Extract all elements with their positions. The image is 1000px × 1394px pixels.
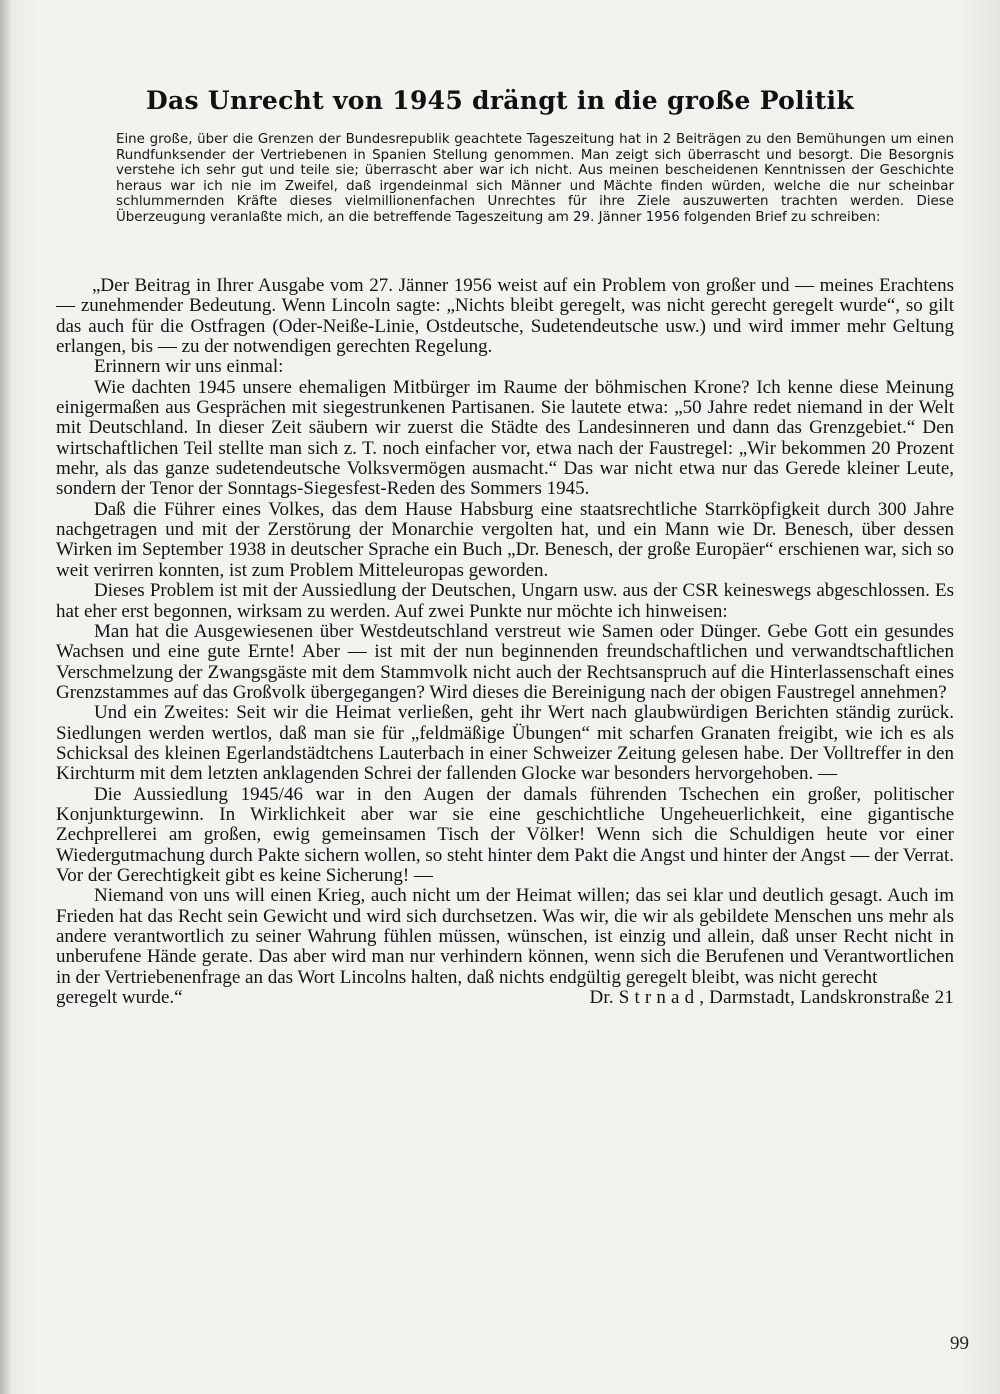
letter-body	[56, 276, 954, 1008]
letter-paragraph: Niemand von uns will einen Krieg, auch nicht um der Heimat willen; das sei klar und deutlich gesagt. Auch im Frieden hat das Recht sein Gewicht und wird sich durchsetzen. Was wir, die wir als gebildete Menschen uns mehr als andere verantwortlich zu seiner Wahrung fühlen müssen, wünschen, ist einzig und allein, daß unser Recht nicht in unberufene Hände gerate. Das aber wird man nur verhindern können, wenn sich die Berufenen und Verantwortlichen in der Vertriebenenfrage an das Wort Lincolns halten, daß nichts endgültig geregelt bleibt, was nicht gerecht	[56, 885, 954, 988]
letter-paragraph: Die Aussiedlung 1945/46 war in den Augen der damals führenden Tschechen ein großer, politischer Konjunkturgewinn. In Wirklichkeit aber war sie eine geschichtliche Ungeheuerlichkeit, eine gigantische Zechprellerei am großen, ewig gemeinsamen Tisch der Völker! Wenn sich die Schuldigen heute vor einer Wiedergutmachung durch Pakte sichern wollen, so steht hinter dem Pakt die Angst und hinter der Angst — der Verrat. Vor der Gerechtigkeit gibt es keine Sicherung! —	[56, 783, 954, 886]
author-signature: Dr. S t r n a d , Darmstadt, Landskronstraße 21	[589, 987, 954, 1009]
article-title: Das Unrecht von 1945 drängt in die große Politik	[146, 86, 854, 115]
closing-text: geregelt wurde.“	[56, 987, 183, 1009]
page-number: 99	[950, 1333, 969, 1354]
letter-paragraph: Und ein Zweites: Seit wir die Heimat verließen, geht ihr Wert nach glaubwürdigen Berichten ständig zurück. Siedlungen werden wertlos, daß man sie für „feldmäßige Übungen“ mit scharfen Granaten freigibt, wie ich es als Schicksal des kleinen Egerlandstädtchens Lauterbach in einer Schweizer Zeitung gelesen habe. Der Volltreffer in den Kirchturm mit dem letzten anklagenden Schrei der fallenden Glocke war besonders hervorgehoben. —	[56, 702, 954, 785]
letter-paragraph: „Der Beitrag in Ihrer Ausgabe vom 27. Jänner 1956 weist auf ein Problem von großer und — meines Erachtens — zunehmender Bedeutung. Wenn Lincoln sagte: „Nichts bleibt geregelt, was nicht gerecht geregelt wurde“, so gilt das auch für die Ostfragen (Oder-Neiße-Linie, Ostdeutsche, Sudetendeutsche usw.) und wird immer mehr Geltung erlangen, bis — zu der notwendigen gerechten Regelung.	[56, 275, 954, 358]
page-spine-shadow	[0, 0, 10, 1394]
intro-paragraph: Eine große, über die Grenzen der Bundesrepublik geachtete Tageszeitung hat in 2 Beiträgen zu den Bemühungen um einen Rundfunksender der Vertriebenen in Spanien Stellung genommen. Man zeigt sich überrascht und besorgt. Die Besorgnis verstehe ich sehr gut und teile sie; überrascht aber war ich nicht. Aus meinen bescheidenen Kenntnissen der Geschichte heraus war ich nie im Zweifel, daß irgendeinmal sich Männer und Mächte finden würden, welche die nur scheinbar schlummernden Kräfte dieses vielmillionenfachen Unrechtes für ihre Ziele auszuwerten trachten werden. Diese Überzeugung veranlaßte mich, an die betreffende Tageszeitung am 29. Jänner 1956 folgenden Brief zu schreiben:	[116, 132, 954, 225]
letter-paragraph: Daß die Führer eines Volkes, das dem Hause Habsburg eine staatsrechtliche Starrköpfigkeit durch 300 Jahre nachgetragen und mit der Zerstörung der Monarchie vergolten hat, und ein Mann wie Dr. Benesch, über dessen Wirken im September 1938 in deutscher Sprache ein Buch „Dr. Benesch, der große Europäer“ erschienen war, sich so weit verirren konnten, ist zum Problem Mitteleuropas geworden.	[56, 498, 954, 581]
letter-paragraph: Dieses Problem ist mit der Aussiedlung der Deutschen, Ungarn usw. aus der CSR keineswegs abgeschlossen. Es hat eher erst begonnen, wirksam zu werden. Auf zwei Punkte nur möchte ich hinweisen:	[56, 580, 954, 622]
letter-paragraph: Erinnern wir uns einmal:	[94, 356, 284, 378]
article-intro	[116, 132, 954, 225]
letter-paragraph: Man hat die Ausgewiesenen über Westdeutschland verstreut wie Samen oder Dünger. Gebe Gott ein gesundes Wachsen und eine gute Ernte! Aber — ist mit der nun beginnenden freundschaftlichen und verwandtschaftlichen Verschmelzung der Zwangsgäste mit dem Stammvolk nicht auch der Rechtsanspruch auf die Hinterlassenschaft eines Grenzstammes auf das Großvolk übergegangen? Wird dieses die Bereinigung nach der obigen Faustregel annehmen?	[56, 620, 954, 703]
letter-paragraph: Wie dachten 1945 unsere ehemaligen Mitbürger im Raume der böhmischen Krone? Ich kenne diese Meinung einigermaßen aus Gesprächen mit siegestrunkenen Partisanen. Sie lautete etwa: „50 Jahre redet niemand in der Welt mit Deutschland. In dieser Zeit säubern wir zuerst die Städte des Landesinneren und dann das Grenzgebiet.“ Den wirtschaftlichen Teil stellte man sich z. T. noch einfacher vor, etwa nach der Faustregel: „Wir bekommen 20 Prozent mehr, als das ganze sudetendeutsche Volksvermögen ausmacht.“ Das war nicht etwa nur das Gerede kleiner Leute, sondern der Tenor der Sonntags-Siegesfest-Reden des Sommers 1945.	[56, 376, 954, 500]
closing-line	[56, 988, 954, 1008]
